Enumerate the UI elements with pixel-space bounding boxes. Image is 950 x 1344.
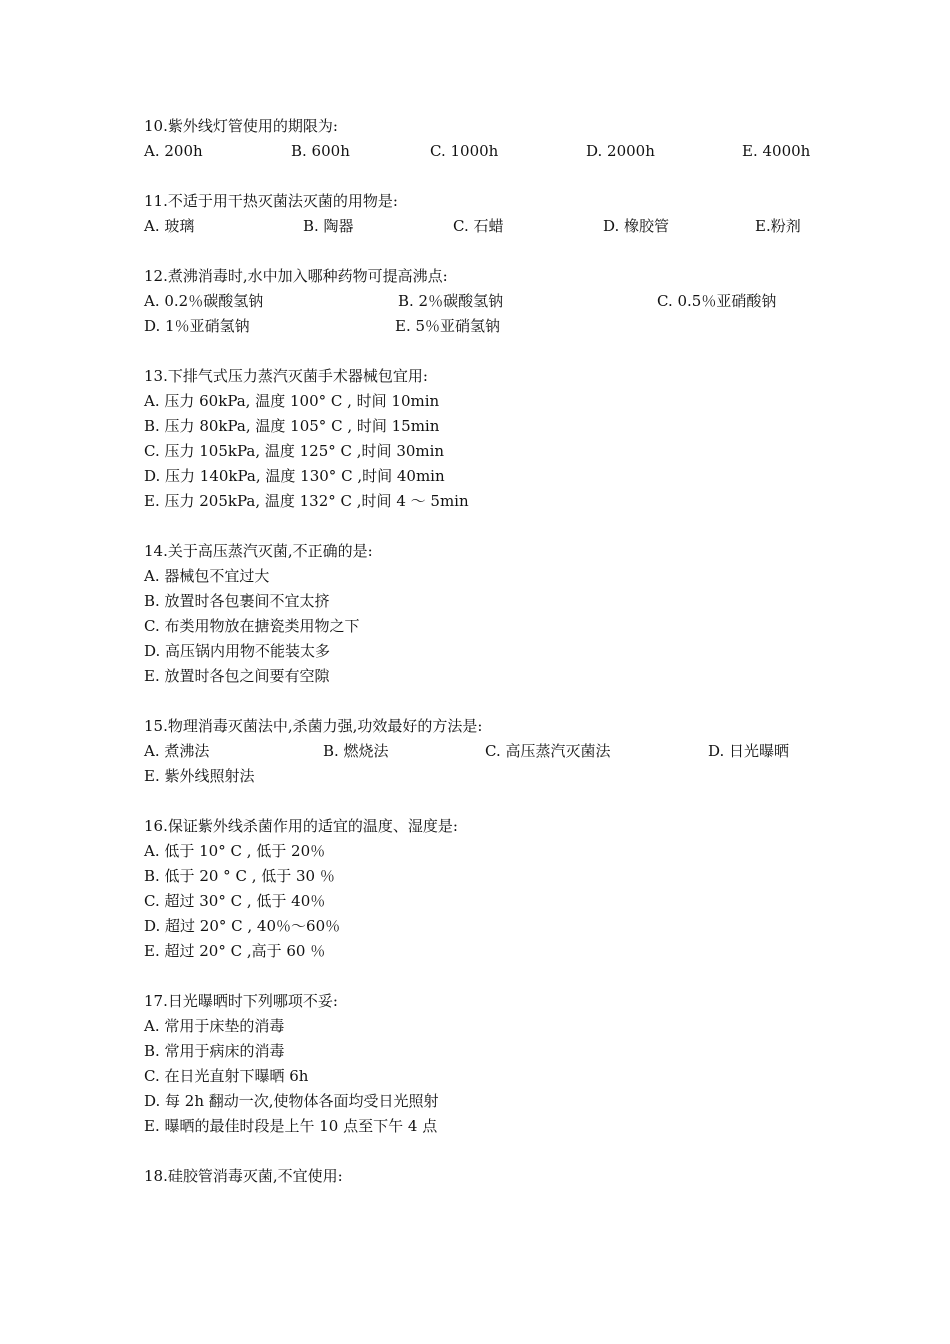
option-e: E. 紫外线照射法 xyxy=(144,767,255,785)
option-b: B. 常用于病床的消毒 xyxy=(144,1042,285,1060)
option-b: B. 放置时各包裹间不宜太挤 xyxy=(144,592,330,610)
option-c: C. 超过 30° C , 低于 40％ xyxy=(144,892,326,910)
question-16 xyxy=(144,814,808,964)
question-17 xyxy=(144,989,808,1139)
question-stem: 18.硅胶管消毒灭菌,不宜使用: xyxy=(144,1167,343,1185)
option-row xyxy=(144,314,808,339)
question-11 xyxy=(144,189,808,239)
option-row xyxy=(144,289,808,314)
option-row xyxy=(144,739,808,764)
question-stem: 13.下排气式压力蒸汽灭菌手术器械包宜用: xyxy=(144,367,428,385)
option-b: B. 燃烧法 xyxy=(323,742,389,760)
question-stem: 12.煮沸消毒时,水中加入哪种药物可提高沸点: xyxy=(144,267,448,285)
option-d: D. 日光曝晒 xyxy=(708,742,790,760)
question-13 xyxy=(144,364,808,514)
option-row xyxy=(144,764,808,789)
option-a: A. 玻璃 xyxy=(144,217,195,235)
question-12 xyxy=(144,264,808,339)
option-a: A. 0.2％碳酸氢钠 xyxy=(144,292,264,310)
option-e: E. 曝晒的最佳时段是上午 10 点至下午 4 点 xyxy=(144,1117,438,1135)
question-stem: 14.关于高压蒸汽灭菌,不正确的是: xyxy=(144,542,373,560)
option-a: A. 器械包不宜过大 xyxy=(144,567,270,585)
question-stem: 17.日光曝晒时下列哪项不妥: xyxy=(144,992,338,1010)
option-c: C. 布类用物放在搪瓷类用物之下 xyxy=(144,617,360,635)
option-c: C. 0.5％亚硝酸钠 xyxy=(657,292,777,310)
option-d: D. 2000h xyxy=(586,142,655,160)
option-d: D. 橡胶管 xyxy=(603,217,670,235)
option-c: C. 在日光直射下曝晒 6h xyxy=(144,1067,309,1085)
option-a: A. 低于 10° C , 低于 20％ xyxy=(144,842,326,860)
question-14 xyxy=(144,539,808,689)
question-stem: 11.不适于用干热灭菌法灭菌的用物是: xyxy=(144,192,398,210)
question-stem: 16.保证紫外线杀菌作用的适宜的温度、湿度是: xyxy=(144,817,458,835)
option-e: E. 压力 205kPa, 温度 132° C ,时间 4 ～ 5min xyxy=(144,492,469,510)
option-d: D. 高压锅内用物不能装太多 xyxy=(144,642,331,660)
document-page xyxy=(144,114,811,1214)
option-e: E.粉剂 xyxy=(755,217,801,235)
option-d: D. 1％亚硝氢钠 xyxy=(144,317,250,335)
option-a: A. 压力 60kPa, 温度 100° C , 时间 10min xyxy=(144,392,440,410)
option-e: E. 4000h xyxy=(742,142,811,160)
question-15 xyxy=(144,714,808,789)
option-e: E. 超过 20° C ,高于 60 ％ xyxy=(144,942,326,960)
question-stem: 10.紫外线灯管使用的期限为: xyxy=(144,117,338,135)
question-10 xyxy=(144,114,811,164)
option-row xyxy=(144,214,808,239)
option-b: B. 600h xyxy=(291,142,350,160)
option-b: B. 低于 20 ° C , 低于 30 ％ xyxy=(144,867,335,885)
option-b: B. 2％碳酸氢钠 xyxy=(398,292,504,310)
option-e: E. 5％亚硝氢钠 xyxy=(395,317,501,335)
option-d: D. 每 2h 翻动一次,使物体各面均受日光照射 xyxy=(144,1092,439,1110)
option-a: A. 常用于床垫的消毒 xyxy=(144,1017,285,1035)
option-d: D. 超过 20° C , 40％～60％ xyxy=(144,917,341,935)
option-c: C. 高压蒸汽灭菌法 xyxy=(485,742,611,760)
option-a: A. 煮沸法 xyxy=(144,742,210,760)
option-c: C. 1000h xyxy=(430,142,499,160)
option-d: D. 压力 140kPa, 温度 130° C ,时间 40min xyxy=(144,467,445,485)
option-b: B. 压力 80kPa, 温度 105° C , 时间 15min xyxy=(144,417,440,435)
option-row xyxy=(144,139,811,164)
option-c: C. 压力 105kPa, 温度 125° C ,时间 30min xyxy=(144,442,445,460)
option-a: A. 200h xyxy=(144,142,203,160)
option-b: B. 陶器 xyxy=(303,217,354,235)
option-e: E. 放置时各包之间要有空隙 xyxy=(144,667,330,685)
option-c: C. 石蜡 xyxy=(453,217,504,235)
question-18 xyxy=(144,1164,808,1189)
question-stem: 15.物理消毒灭菌法中,杀菌力强,功效最好的方法是: xyxy=(144,717,483,735)
